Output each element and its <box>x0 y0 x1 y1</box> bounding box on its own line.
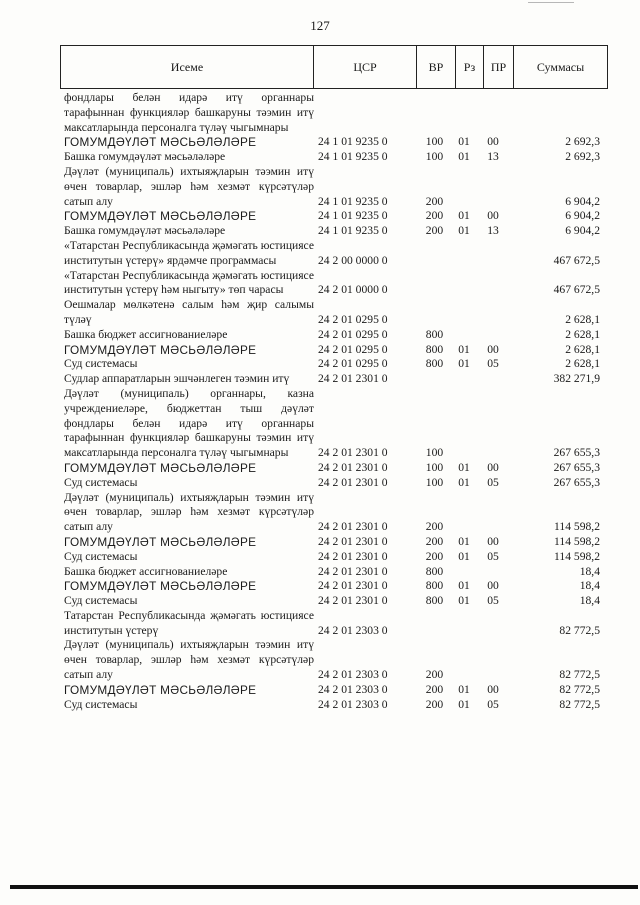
row-rz: 01 <box>458 460 470 474</box>
row-sum: 6 904,2 <box>565 209 600 223</box>
row-name: Татарстан Республикасында җәмәгать юстициясе институтын үстерү <box>64 608 314 637</box>
row-sum: 2 628,1 <box>565 327 600 341</box>
row-name: ГОМУМДӘҮЛӘТ МӘСЬӘЛӘЛӘРЕ <box>64 209 257 224</box>
row-vr: 800 <box>425 564 444 578</box>
row-vr: 100 <box>425 460 444 474</box>
row-pr: 13 <box>487 224 499 238</box>
table-row <box>64 357 600 372</box>
row-pr: 05 <box>487 475 499 489</box>
row-vr: 200 <box>425 549 444 563</box>
page-number: 127 <box>310 18 330 33</box>
row-name: ГОМУМДӘҮЛӘТ МӘСЬӘЛӘЛӘРЕ <box>64 534 257 549</box>
header-csr: ЦСР <box>314 46 417 88</box>
table-header <box>60 45 608 89</box>
table-row <box>64 239 600 269</box>
row-pr: 05 <box>487 357 499 371</box>
row-sum: 82 772,5 <box>559 682 600 696</box>
row-csr: 24 2 01 2301 0 <box>318 549 388 563</box>
row-sum: 6 904,2 <box>565 194 600 208</box>
row-name: фондлары белән идарә итү органнары тарафыннан функцияләр башкаруны тәэмин итү максатларында персоналга түләү чыгымнары <box>64 91 314 134</box>
row-name: Дәүләт (муниципаль) ихтыяҗларын тәэмин итү өчен товарлар, эшләр һәм хезмәт күрсәтүләр сатып алу <box>64 638 314 682</box>
row-name: «Татарстан Республикасында җәмәгать юстициясе институтын үстерү һәм ныгыту» төп чарасы <box>64 268 314 297</box>
row-rz: 01 <box>458 224 470 238</box>
row-vr: 100 <box>425 446 444 460</box>
table-row <box>64 150 600 165</box>
table-row <box>64 328 600 343</box>
row-sum: 2 628,1 <box>565 357 600 371</box>
table-row <box>64 209 600 224</box>
row-csr: 24 2 01 0000 0 <box>318 283 388 297</box>
row-csr: 24 2 01 2301 0 <box>318 460 388 474</box>
row-name: ГОМУМДӘҮЛӘТ МӘСЬӘЛӘЛӘРЕ <box>64 342 257 357</box>
row-csr: 24 2 01 0295 0 <box>318 327 388 341</box>
row-rz: 01 <box>458 549 470 563</box>
row-csr: 24 2 01 2301 0 <box>318 446 388 460</box>
row-vr: 200 <box>425 534 444 548</box>
row-csr: 24 1 01 9235 0 <box>318 224 388 238</box>
table-row <box>64 269 600 299</box>
row-csr: 24 2 01 2301 0 <box>318 475 388 489</box>
table-row <box>64 387 600 461</box>
row-name: Суд системасы <box>64 549 138 563</box>
row-name: Дәүләт (муниципаль) ихтыяҗларын тәэмин итү өчен товарлар, эшләр һәм хезмәт күрсәтүләр сатып алу <box>64 164 314 208</box>
row-csr: 24 1 01 9235 0 <box>318 135 388 149</box>
table-row <box>64 594 600 609</box>
row-rz: 01 <box>458 150 470 164</box>
row-vr: 200 <box>425 697 444 711</box>
row-name: Башка гомумдәүләт мәсьәләләре <box>64 150 226 164</box>
row-csr: 24 2 01 2301 0 <box>318 372 388 386</box>
table-row <box>64 372 600 387</box>
row-csr: 24 2 01 2303 0 <box>318 623 388 637</box>
row-csr: 24 2 01 2303 0 <box>318 682 388 696</box>
row-name: ГОМУМДӘҮЛӘТ МӘСЬӘЛӘЛӘРЕ <box>64 682 257 697</box>
row-sum: 467 672,5 <box>553 283 600 297</box>
row-pr: 13 <box>487 150 499 164</box>
row-csr: 24 2 01 2303 0 <box>318 668 388 682</box>
row-vr: 800 <box>425 579 444 593</box>
table-row <box>64 476 600 491</box>
table-row <box>64 565 600 580</box>
row-name: Дәүләт (муниципаль) ихтыяҗларын тәэмин итү өчен товарлар, эшләр һәм хезмәт күрсәтүләр сатып алу <box>64 490 314 534</box>
row-name: ГОМУМДӘҮЛӘТ МӘСЬӘЛӘЛӘРЕ <box>64 135 257 150</box>
row-pr: 00 <box>487 209 499 223</box>
table-row <box>64 135 600 150</box>
row-rz: 01 <box>458 135 470 149</box>
row-csr: 24 1 01 9235 0 <box>318 209 388 223</box>
row-csr: 24 2 01 2303 0 <box>318 697 388 711</box>
row-sum: 114 598,2 <box>554 534 600 548</box>
row-csr: 24 2 01 2301 0 <box>318 534 388 548</box>
row-csr: 24 2 01 2301 0 <box>318 594 388 608</box>
table-row <box>64 638 600 682</box>
row-vr: 100 <box>425 150 444 164</box>
row-name: ГОМУМДӘҮЛӘТ МӘСЬӘЛӘЛӘРЕ <box>64 579 257 594</box>
row-sum: 2 692,3 <box>565 135 600 149</box>
row-sum: 2 692,3 <box>565 150 600 164</box>
table-row <box>64 343 600 358</box>
row-name: Оешмалар мөлкәтенә салым һәм җир салымы түләү <box>64 298 314 326</box>
row-name: Судлар аппаратларын эшчәнлеген тәэмин итү <box>64 372 290 386</box>
row-sum: 18,4 <box>579 594 600 608</box>
row-sum: 114 598,2 <box>554 549 600 563</box>
row-sum: 6 904,2 <box>565 224 600 238</box>
row-sum: 82 772,5 <box>559 623 600 637</box>
row-pr: 05 <box>487 549 499 563</box>
row-name: Суд системасы <box>64 357 138 371</box>
row-csr: 24 1 01 9235 0 <box>318 194 388 208</box>
row-pr: 05 <box>487 697 499 711</box>
row-csr: 24 2 01 2301 0 <box>318 520 388 534</box>
row-rz: 01 <box>458 209 470 223</box>
row-rz: 01 <box>458 534 470 548</box>
row-sum: 267 655,3 <box>553 446 600 460</box>
row-sum: 82 772,5 <box>559 697 600 711</box>
row-sum: 382 271,9 <box>553 372 600 386</box>
row-pr: 05 <box>487 594 499 608</box>
row-rz: 01 <box>458 594 470 608</box>
row-vr: 800 <box>425 357 444 371</box>
row-sum: 2 628,1 <box>565 312 600 326</box>
row-name: Суд системасы <box>64 697 138 711</box>
row-sum: 18,4 <box>579 564 600 578</box>
row-csr: 24 2 01 0295 0 <box>318 357 388 371</box>
row-rz: 01 <box>458 475 470 489</box>
header-pr: ПР <box>484 46 514 88</box>
table-row <box>64 91 600 135</box>
row-csr: 24 2 00 0000 0 <box>318 253 388 267</box>
row-name: Башка гомумдәүләт мәсьәләләре <box>64 224 226 238</box>
top-scan-mark <box>528 2 574 3</box>
row-rz: 01 <box>458 357 470 371</box>
row-vr: 200 <box>425 209 444 223</box>
row-pr: 00 <box>487 460 499 474</box>
row-sum: 114 598,2 <box>554 520 600 534</box>
row-sum: 2 628,1 <box>565 342 600 356</box>
row-pr: 00 <box>487 342 499 356</box>
row-pr: 00 <box>487 135 499 149</box>
table-row <box>64 698 600 713</box>
row-sum: 267 655,3 <box>553 460 600 474</box>
row-name: Башка бюджет ассигнованиеләре <box>64 564 228 578</box>
row-name: Суд системасы <box>64 594 138 608</box>
row-vr: 200 <box>425 194 444 208</box>
header-sum: Суммасы <box>536 59 585 74</box>
row-pr: 00 <box>487 579 499 593</box>
row-csr: 24 2 01 2301 0 <box>318 564 388 578</box>
table-row <box>64 461 600 476</box>
row-name: Башка бюджет ассигнованиеләре <box>64 327 228 341</box>
table-row <box>64 165 600 209</box>
row-vr: 100 <box>425 475 444 489</box>
row-name: ГОМУМДӘҮЛӘТ МӘСЬӘЛӘЛӘРЕ <box>64 460 257 475</box>
row-vr: 800 <box>425 594 444 608</box>
header-vr: ВР <box>417 46 456 88</box>
row-rz: 01 <box>458 682 470 696</box>
table-row <box>64 683 600 698</box>
table-row <box>64 609 600 639</box>
row-name: Суд системасы <box>64 475 138 489</box>
row-vr: 200 <box>425 224 444 238</box>
table-row <box>64 224 600 239</box>
table-row <box>64 535 600 550</box>
row-csr: 24 2 01 2301 0 <box>318 579 388 593</box>
row-vr: 800 <box>425 327 444 341</box>
header-rz: Рз <box>456 46 484 88</box>
row-rz: 01 <box>458 697 470 711</box>
row-vr: 100 <box>425 135 444 149</box>
row-vr: 200 <box>425 682 444 696</box>
row-sum: 82 772,5 <box>559 668 600 682</box>
table-row <box>64 550 600 565</box>
table-body <box>64 91 600 712</box>
header-name: Исеме <box>61 46 314 88</box>
row-sum: 18,4 <box>579 579 600 593</box>
row-sum: 267 655,3 <box>553 475 600 489</box>
table-row <box>64 579 600 594</box>
row-csr: 24 2 01 0295 0 <box>318 312 388 326</box>
row-name: «Татарстан Республикасында җәмәгать юстициясе институтын үстерү» ярдәмче программасы <box>64 238 314 267</box>
row-pr: 00 <box>487 534 499 548</box>
table-row <box>64 298 600 328</box>
row-vr: 200 <box>425 520 444 534</box>
table-row <box>64 491 600 535</box>
row-rz: 01 <box>458 579 470 593</box>
row-sum: 467 672,5 <box>553 253 600 267</box>
row-rz: 01 <box>458 342 470 356</box>
row-pr: 00 <box>487 682 499 696</box>
bottom-rule <box>10 885 638 889</box>
row-name: Дәүләт (муниципаль) органнары, казна учреждениеләре, бюджеттан тыш дәүләт фондлары белән идарә итү органнары тарафыннан функцияләр башкаруны тәэмин итү максатларында персоналга түләү чыгымнары <box>64 386 314 460</box>
row-csr: 24 2 01 0295 0 <box>318 342 388 356</box>
row-vr: 200 <box>425 668 444 682</box>
row-vr: 800 <box>425 342 444 356</box>
row-csr: 24 1 01 9235 0 <box>318 150 388 164</box>
